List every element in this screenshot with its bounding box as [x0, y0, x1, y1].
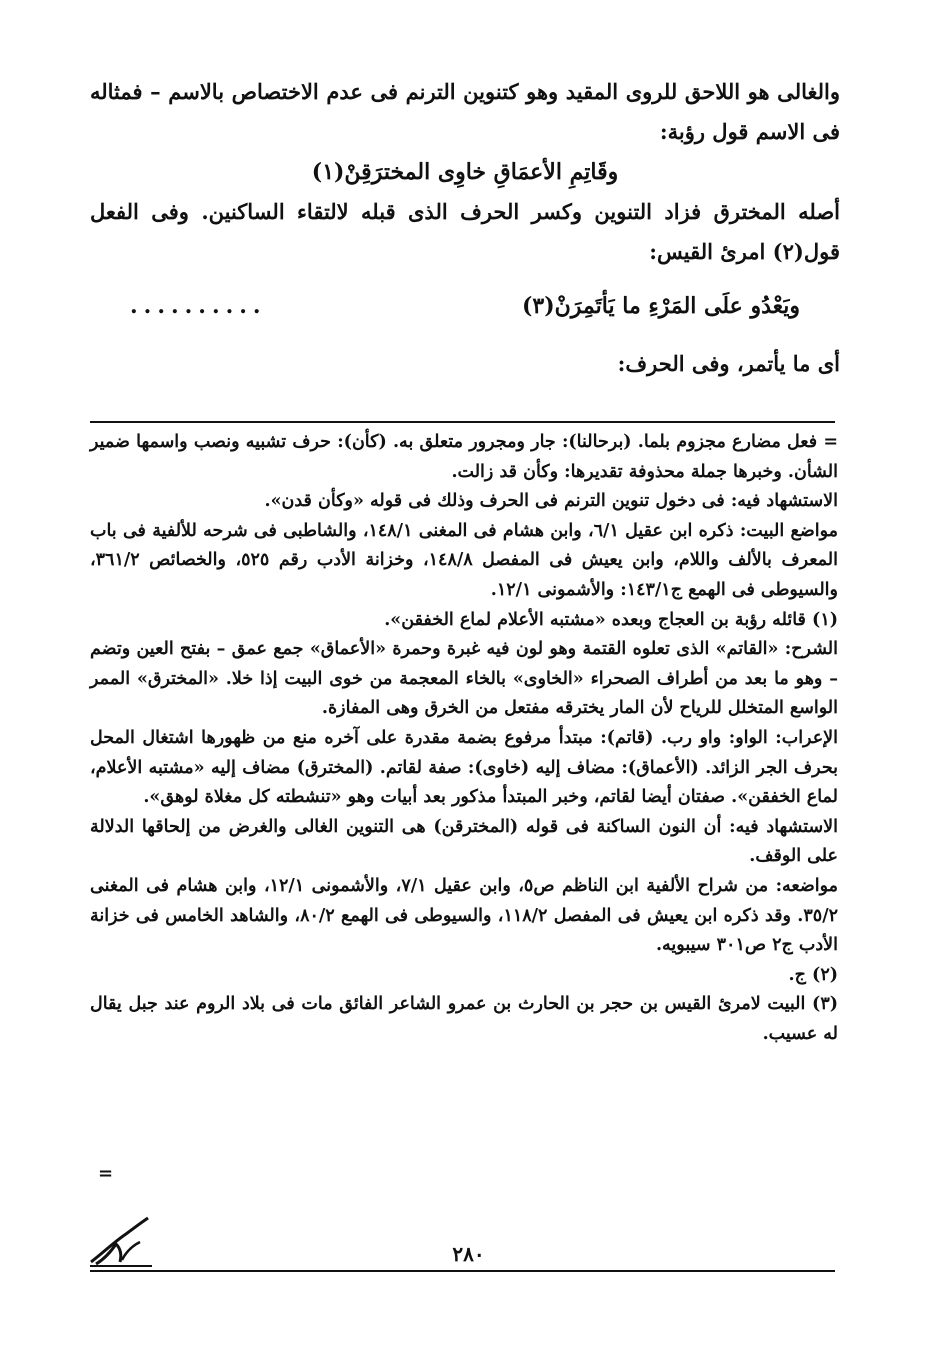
- verse-1: وقَاتِمِ الأعمَاقِ خاوِى المخترَقِنْ(١): [311, 159, 619, 185]
- paragraph-1: والغالى هو اللاحق للروى المقيد وهو كتنوين الترنم فى عدم الاختصاص بالاسم – فمثاله فى الاسم قول رؤبة:: [90, 79, 840, 144]
- footnote-line: الاستشهاد فيه: فى دخول تنوين الترنم فى الحرف وذلك فى قوله «وكأن قدن».: [264, 491, 838, 512]
- footnote-line: (١) قائله رؤبة بن العجاج وبعده «مشتبه الأعلام لماع الخفقن».: [384, 609, 838, 630]
- main-text: [90, 72, 840, 384]
- page-number: ٢٨٠: [452, 1242, 485, 1266]
- footnote-line: (٢) ج.: [788, 964, 838, 985]
- footnote-line: الاستشهاد فيه: أن النون الساكنة فى قوله (المخترقن) هى التنوين الغالى والغرض من إلحاقها الدلالة على الوقف.: [90, 816, 838, 867]
- footnote-line: مواضع البيت: ذكره ابن عقيل ٦/١، وابن هشام فى المغنى ١٤٨/١، والشاطبى فى شرحه للألفية فى باب المعرف بالألف واللام، وابن يعيش فى المفصل ١٤٨/٨، وخزانة الأدب رقم ٥٢٥، والخصائص ٣٦١/٢، والسيوطى فى الهمع ج١٤٣/١: والأشمونى ١٢/١.: [90, 520, 838, 600]
- paragraph-3: أى ما يأتمر، وفى الحرف:: [617, 351, 840, 376]
- verse-2-dots: ..........: [130, 293, 267, 319]
- verse-2: ويَعْدُو علَى المَرْءِ ما يَأتَمِرَنْ(٣): [521, 293, 800, 319]
- paragraph-2: أصله المخترق فزاد التنوين وكسر الحرف الذى قبله لالتقاء الساكنين. وفى الفعل قول(٢) امرئ القيس:: [90, 199, 840, 264]
- footnote-line: = فعل مضارع مجزوم بلما. (برحالنا): جار ومجرور متعلق به. (كأن): حرف تشبيه ونصب واسمها ضمير الشأن. وخبرها جملة محذوفة تقديرها: وكأن قد زالت.: [90, 432, 838, 482]
- footnote-divider: [90, 421, 835, 423]
- bottom-divider: [90, 1270, 835, 1272]
- verse-2-row: [90, 286, 840, 326]
- footnotes: [90, 428, 838, 1049]
- publisher-logo-icon: [86, 1212, 156, 1270]
- footnote-line: الشرح: «القاتم» الذى تعلوه القتمة وهو لون فيه غبرة وحمرة «الأعماق» جمع عمق – بفتح العين وتضم – وهو ما بعد من أطراف الصحراء «الخاوى» بالخاء المعجمة من خوى البيت إذا خلا. «المخترق» الممر الواسع المتخلل للرياح لأن المار يخترقه مفتعل من الخرق وهى المفازة.: [90, 639, 838, 719]
- footnote-line: مواضعه: من شراح الألفية ابن الناظم ص٥، وابن عقيل ٧/١، والأشمونى ١٢/١، وابن هشام فى المغنى ٣٥/٢. وقد ذكره ابن يعيش فى المفصل ١١٨/٢، والسيوطى فى الهمع ٨٠/٢، والشاهد الخامس فى خزانة الأدب ج٢ ص٣٠١ سيبويه.: [90, 875, 838, 956]
- footnote-line: (٣) البيت لامرئ القيس بن حجر بن الحارث بن عمرو الشاعر الفائق مات فى بلاد الروم عند جبل يقال له عسيب.: [90, 994, 838, 1044]
- footnote-line: الإعراب: الواو: واو رب. (قاتم): مبتدأ مرفوع بضمة مقدرة على آخره منع من ظهورها اشتغال المحل بحرف الجر الزائد. (الأعماق): مضاف إليه (خاوى): صفة لقاتم. (المخترق) مضاف إليه «مشتبه الأعلام، لماع الخفقن». صفتان أيضا لقاتم، وخبر المبتدأ مذكور بعد أبيات وهو «تنشطته كل مغلاة لوهق».: [90, 727, 838, 808]
- continuation-mark: =: [98, 1163, 114, 1184]
